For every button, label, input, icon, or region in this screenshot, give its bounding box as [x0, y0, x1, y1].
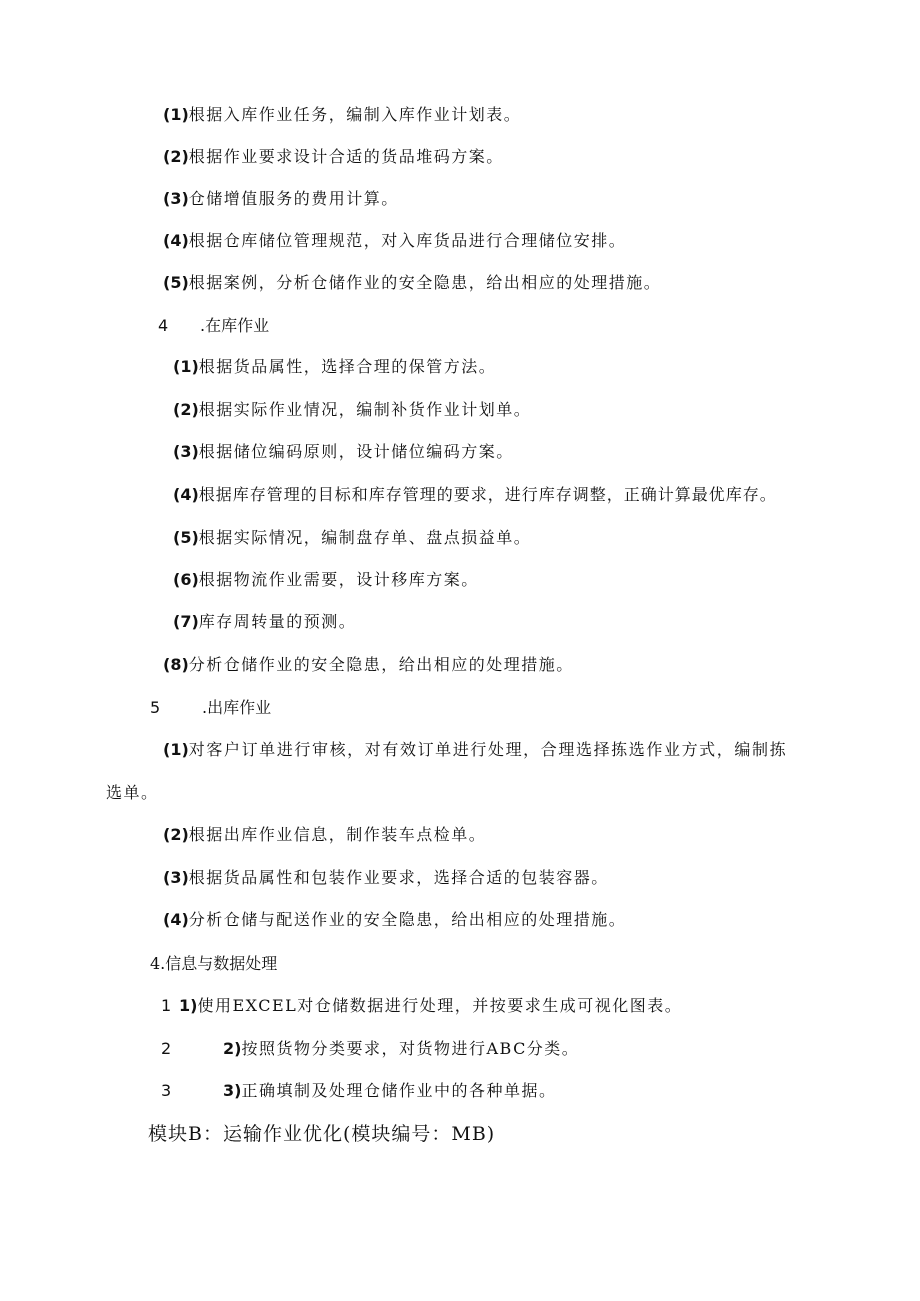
item-number: (6): [173, 570, 199, 589]
item-number: (2): [173, 400, 199, 419]
item-lead-number: 3: [161, 1081, 172, 1100]
section5-heading: [150, 697, 271, 719]
section-info-item-3: [161, 1080, 556, 1102]
item-number: (5): [173, 528, 199, 547]
item-number: (4): [163, 231, 189, 250]
section4-item-3: [173, 441, 514, 463]
section-info-item-1: [161, 995, 682, 1017]
item-text-continued: 选单。: [106, 783, 159, 802]
item-number: (3): [163, 189, 189, 208]
item-text: 正确填制及处理仓储作业中的各种单据。: [241, 1081, 557, 1100]
section4-item-2: [173, 399, 531, 421]
section-title: 4.信息与数据处理: [150, 954, 278, 973]
section5-item-2: [163, 824, 486, 846]
item-number: 2): [223, 1039, 242, 1058]
module-b-title: 模块B：运输作业优化(模块编号：MB): [148, 1123, 496, 1145]
section-info-item-2: [161, 1038, 579, 1060]
section3-item-5: [163, 272, 661, 294]
item-number: (4): [163, 910, 189, 929]
item-text: 分析仓储作业的安全隐患，给出相应的处理措施。: [188, 655, 574, 674]
section3-item-3: [163, 188, 399, 210]
item-number: (1): [163, 740, 189, 759]
section4-item-4: [173, 484, 777, 506]
item-text: 根据库存管理的目标和库存管理的要求，进行库存调整，正确计算最优库存。: [198, 485, 777, 504]
item-text: 分析仓储与配送作业的安全隐患，给出相应的处理措施。: [188, 910, 627, 929]
item-number: (1): [173, 357, 199, 376]
section5-item-3: [163, 867, 609, 889]
item-text: 根据仓库储位管理规范，对入库货品进行合理储位安排。: [188, 231, 627, 250]
item-number: 1): [179, 996, 198, 1015]
section-number: 5: [150, 698, 161, 717]
section3-item-2: [163, 146, 504, 168]
item-text: 根据案例，分析仓储作业的安全隐患，给出相应的处理措施。: [188, 273, 662, 292]
item-text: 仓储增值服务的费用计算。: [188, 189, 399, 208]
item-lead-number: 1: [161, 996, 172, 1015]
section5-item-1-continuation: [106, 782, 159, 804]
section-info-heading: [150, 953, 277, 975]
section3-item-1: [163, 104, 521, 126]
section5-item-4: [163, 909, 626, 931]
item-text: 根据货品属性，选择合理的保管方法。: [198, 357, 497, 376]
section3-item-4: [163, 230, 626, 252]
item-lead-number: 2: [161, 1039, 172, 1058]
section4-item-5: [173, 527, 531, 549]
item-number: (1): [163, 105, 189, 124]
item-text: 根据出库作业信息，制作装车点检单。: [188, 825, 487, 844]
section4-item-1: [173, 356, 496, 378]
section5-item-1: [163, 739, 787, 761]
item-text: 根据入库作业任务，编制入库作业计划表。: [188, 105, 522, 124]
item-number: (7): [173, 612, 199, 631]
item-number: (3): [163, 868, 189, 887]
section4-item-6: [173, 569, 479, 591]
item-number: (3): [173, 442, 199, 461]
section-number: 4: [158, 316, 169, 335]
section4-item-8: [163, 654, 574, 676]
item-text: 根据实际作业情况，编制补货作业计划单。: [198, 400, 532, 419]
item-number: (5): [163, 273, 189, 292]
item-number: (2): [163, 825, 189, 844]
item-text: 根据物流作业需要，设计移库方案。: [198, 570, 479, 589]
section4-item-7: [173, 611, 356, 633]
item-number: 3): [223, 1081, 242, 1100]
item-text: 根据储位编码原则，设计储位编码方案。: [198, 442, 514, 461]
item-number: (2): [163, 147, 189, 166]
item-text: 按照货物分类要求，对货物进行ABC分类。: [241, 1039, 580, 1058]
section-title: .在库作业: [200, 316, 270, 335]
item-number: (8): [163, 655, 189, 674]
section4-heading: [158, 315, 269, 337]
item-text: 对客户订单进行审核，对有效订单进行处理，合理选择拣选作业方式，编制拣: [188, 740, 788, 759]
item-number: (4): [173, 485, 199, 504]
item-text: 使用EXCEL对仓储数据进行处理，并按要求生成可视化图表。: [197, 996, 683, 1015]
section-title: .出库作业: [202, 698, 272, 717]
item-text: 根据货品属性和包装作业要求，选择合适的包装容器。: [188, 868, 609, 887]
item-text: 库存周转量的预测。: [198, 612, 357, 631]
item-text: 根据实际情况，编制盘存单、盘点损益单。: [198, 528, 532, 547]
item-text: 根据作业要求设计合适的货品堆码方案。: [188, 147, 504, 166]
